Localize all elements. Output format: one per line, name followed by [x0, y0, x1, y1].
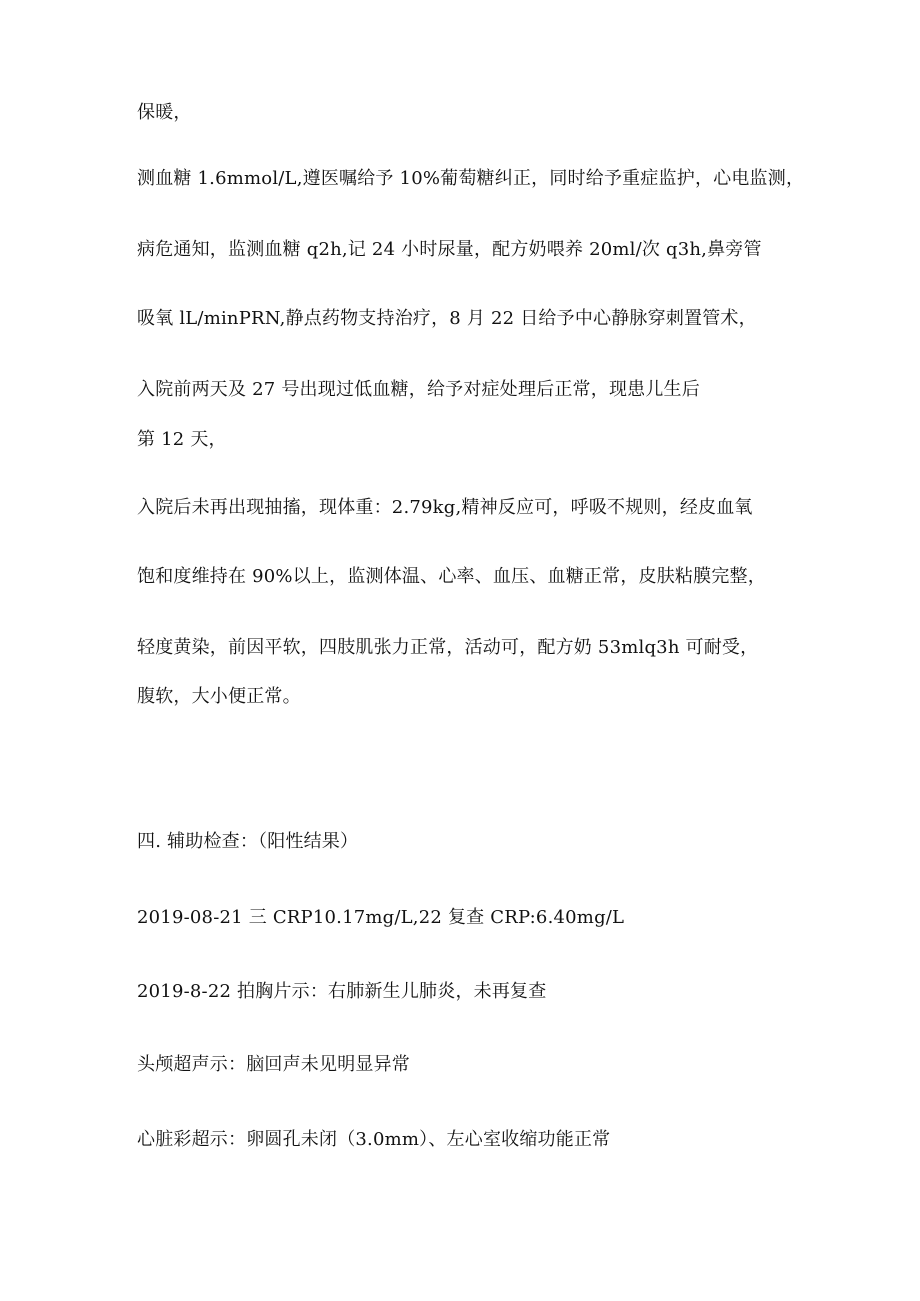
section-title: 四. 辅助检查：（阳性结果） [137, 831, 359, 852]
paragraph-line: 病危通知，监测血糖 q2h,记 24 小时尿量，配方奶喂养 20ml/次 q3h,鼻旁管 [137, 239, 762, 260]
paragraph-line: 腹软，大小便正常。 [137, 686, 301, 707]
exam-result-line: 2019-8-22 拍胸片示：右肺新生儿肺炎，未再复查 [137, 981, 547, 1002]
exam-result-line: 2019-08-21 三 CRP10.17mg/L,22 复查 CRP:6.40mg/L [137, 907, 625, 928]
paragraph-line: 入院前两天及 27 号出现过低血糖，给予对症处理后正常，现患儿生后 [137, 379, 700, 400]
exam-result-line: 心脏彩超示：卵圆孔未闭（3.0mm）、左心室收缩功能正常 [137, 1129, 611, 1150]
paragraph-line: 吸氧 lL/minPRN,静点药物支持治疗，8 月 22 日给予中心静脉穿刺置管术， [137, 308, 757, 329]
paragraph-line: 轻度黄染，前因平软，四肢肌张力正常，活动可，配方奶 53mlq3h 可耐受， [137, 637, 759, 658]
paragraph-line: 第 12 天， [137, 429, 227, 450]
paragraph-line: 测血糖 1.6mmol/L,遵医嘱给予 10%葡萄糖纠正，同时给予重症监护，心电监测， [137, 168, 805, 189]
paragraph-line: 入院后未再出现抽搐，现体重：2.79kg,精神反应可，呼吸不规则，经皮血氧 [137, 497, 753, 518]
paragraph-line: 饱和度维持在 90%以上，监测体温、心率、血压、血糖正常，皮肤粘膜完整， [137, 566, 766, 587]
paragraph-line: 保暖， [137, 102, 192, 123]
exam-result-line: 头颅超声示：脑回声未见明显异常 [137, 1054, 410, 1075]
